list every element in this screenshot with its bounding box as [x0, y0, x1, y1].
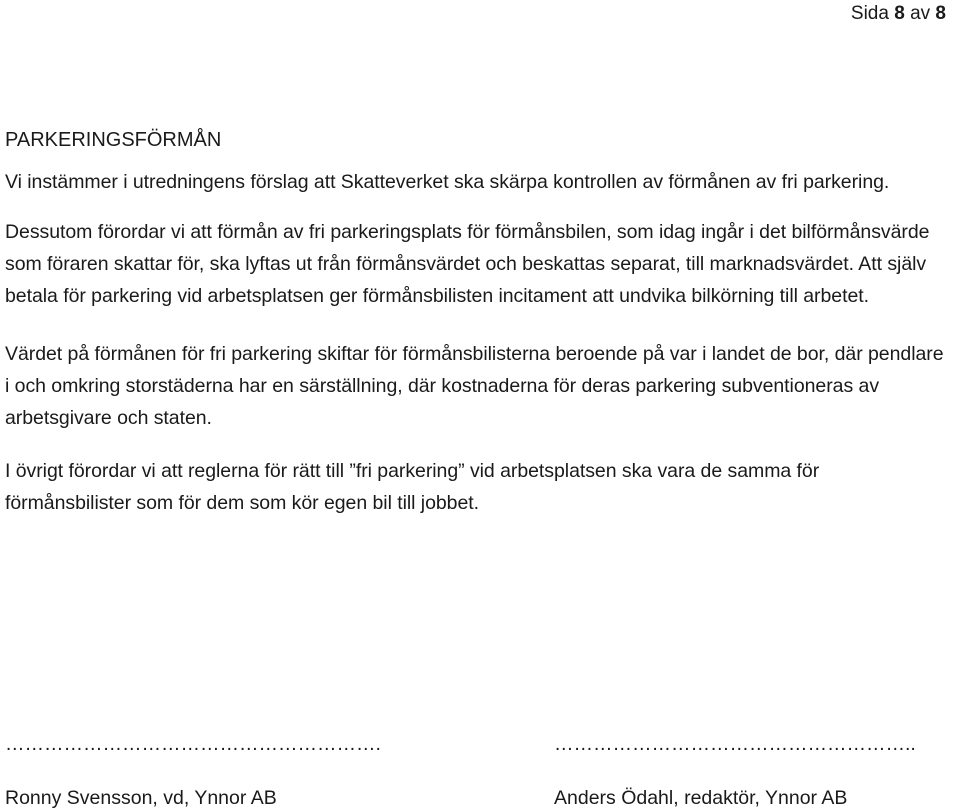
paragraph-proposal: Dessutom förordar vi att förmån av fri parkeringsplats för förmånsbilen, som idag ingår i det bilförmånsvärde som föraren skattar för, ska lyftas ut från förmånsvärdet och beskattas separat, till marknadsvärdet. Att själv betala för parkering vid arbetsplatsen ger förmånsbilisten incitament att undvika bilkörning till arbetet.: [5, 221, 930, 307]
signature-name-right: Anders Ödahl, redaktör, Ynnor AB: [554, 787, 848, 809]
page-of: av: [910, 3, 931, 24]
paragraph-value: Värdet på förmånen för fri parkering skiftar för förmånsbilisterna beroende på var i landet de bor, där pendlare i och omkring storstäderna har en särställning, där kostnaderna för deras parkering subventioneras av arbetsgivare och staten.: [5, 343, 944, 429]
section-heading: PARKERINGSFÖRMÅN: [5, 129, 222, 151]
page-current: 8: [894, 3, 905, 24]
document-body: [5, 125, 950, 519]
signature-line-left: ………………………………………………….: [5, 733, 381, 755]
page-total: 8: [935, 3, 946, 24]
signature-name-left: Ronny Svensson, vd, Ynnor AB: [5, 787, 277, 809]
page-word: Sida: [850, 3, 889, 24]
paragraph-rules: I övrigt förordar vi att reglerna för rätt till ”fri parkering” vid arbetsplatsen ska vara de samma för förmånsbilister som för dem som kör egen bil till jobbet.: [5, 460, 820, 514]
signature-line-right: ………………………………………………..: [554, 733, 916, 755]
page-number: [851, 3, 946, 25]
paragraph-agreement: Vi instämmer i utredningens förslag att Skatteverket ska skärpa kontrollen av förmånen av fri parkering.: [5, 171, 890, 193]
